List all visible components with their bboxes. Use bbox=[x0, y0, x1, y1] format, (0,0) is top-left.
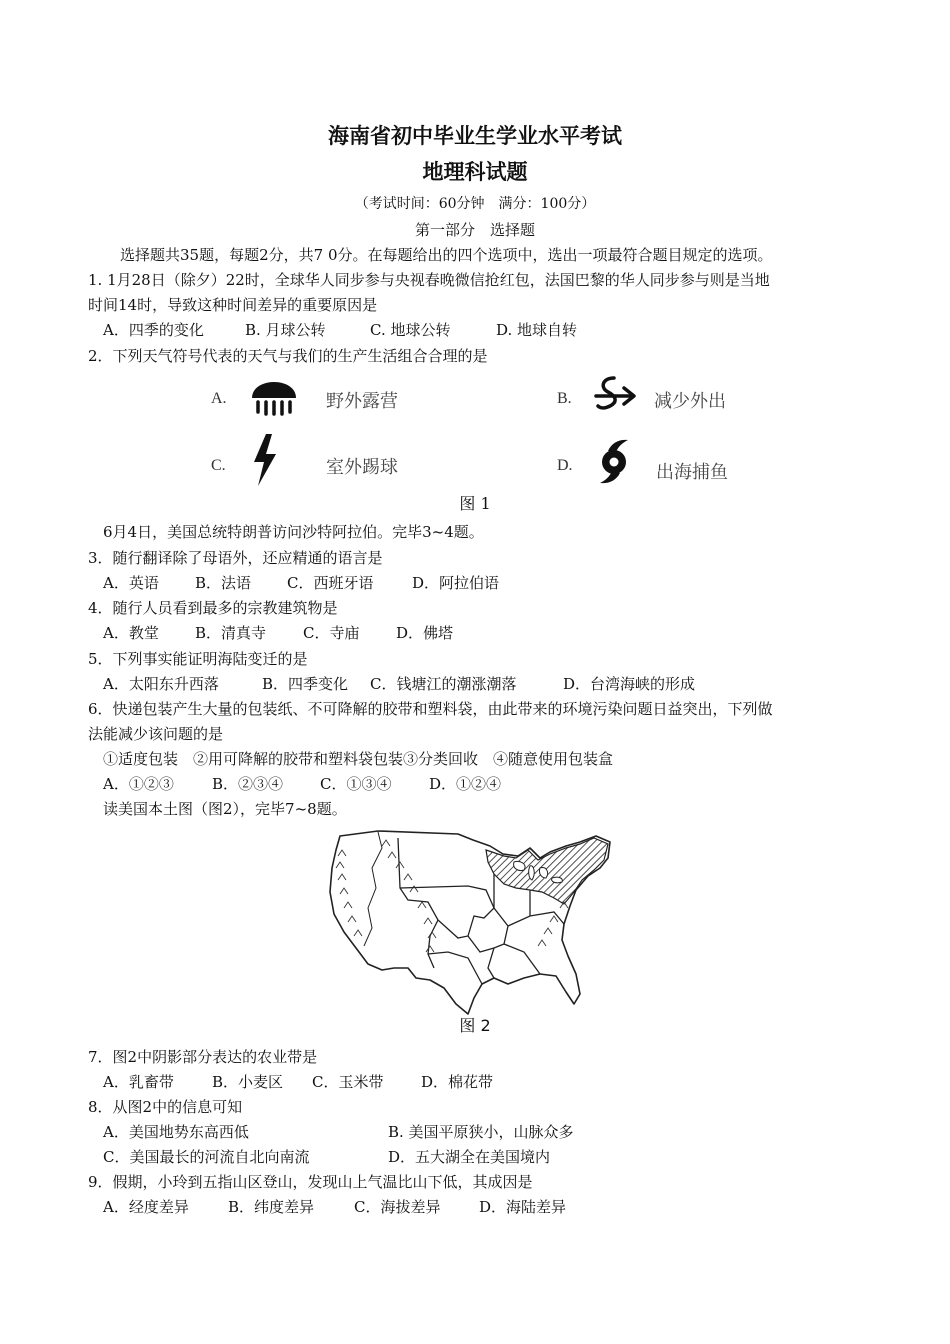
rain-cloud-icon bbox=[248, 376, 300, 418]
q9-option-d: D．海陆差异 bbox=[479, 1198, 567, 1216]
q4-option-d: D．佛塔 bbox=[396, 624, 454, 642]
q6-stem-line1: 6．快递包装产生大量的包装纸、不可降解的胶带和塑料袋，由此带来的环境污染问题日益突出，下列做 bbox=[88, 700, 773, 718]
page-title: 海南省初中毕业生学业水平考试 bbox=[328, 124, 622, 148]
q6-option-b: B．②③④ bbox=[212, 775, 284, 793]
q2-option-a-label: 野外露营 bbox=[326, 391, 398, 412]
exam-info: （考试时间：60分钟 满分：100分） bbox=[354, 196, 596, 212]
q3-stem: 3．随行翻译除了母语外，还应精通的语言是 bbox=[88, 549, 383, 567]
q1-option-a: A．四季的变化 bbox=[103, 321, 204, 339]
q8-option-a: A．美国地势东高西低 bbox=[103, 1123, 249, 1141]
q7-stem: 7．图2中阴影部分表达的农业带是 bbox=[88, 1048, 318, 1066]
q7-option-b: B．小麦区 bbox=[212, 1073, 284, 1091]
intro-7-8: 读美国本土图（图2），完毕7~8题。 bbox=[103, 800, 347, 818]
q5-option-b: B．四季变化 bbox=[262, 675, 349, 693]
us-map bbox=[318, 828, 618, 1018]
q6-option-c: C．①③④ bbox=[320, 775, 392, 793]
q3-option-b: B．法语 bbox=[195, 574, 252, 592]
q9-option-a: A．经度差异 bbox=[103, 1198, 189, 1216]
q3-option-c: C．西班牙语 bbox=[287, 574, 374, 592]
q8-option-c: C．美国最长的河流自北向南流 bbox=[103, 1148, 310, 1166]
q4-stem: 4．随行人员看到最多的宗教建筑物是 bbox=[88, 599, 338, 617]
q1-stem-line1: 1. 1月28日（除夕）22时，全球华人同步参与央视春晚微信抢红包，法国巴黎的华人同步参与则是当地 bbox=[88, 271, 770, 289]
part-heading: 第一部分 选择题 bbox=[414, 221, 535, 239]
q7-option-a: A．乳畜带 bbox=[103, 1073, 174, 1091]
figure-2-caption: 图 2 bbox=[459, 1016, 491, 1035]
q2-stem: 2．下列天气符号代表的天气与我们的生产生活组合合理的是 bbox=[88, 347, 488, 365]
q8-option-b: B. 美国平原狭小，山脉众多 bbox=[388, 1123, 574, 1141]
q3-option-d: D．阿拉伯语 bbox=[412, 574, 500, 592]
q1-option-b: B. 月球公转 bbox=[245, 321, 326, 339]
q6-option-d: D．①②④ bbox=[429, 775, 502, 793]
sandstorm-icon bbox=[592, 374, 640, 418]
q2-option-d-label: 出海捕鱼 bbox=[656, 462, 728, 483]
q2-option-c-letter: C. bbox=[211, 457, 226, 474]
q6-items: ①适度包装 ②用可降解的胶带和塑料袋包装③分类回收 ④随意使用包装盒 bbox=[103, 750, 614, 768]
q2-option-d-letter: D. bbox=[557, 457, 573, 474]
q6-option-a: A．①②③ bbox=[103, 775, 174, 793]
q4-option-a: A．教堂 bbox=[103, 624, 159, 642]
q9-option-c: C．海拔差异 bbox=[354, 1198, 441, 1216]
q9-option-b: B．纬度差异 bbox=[228, 1198, 315, 1216]
q5-stem: 5．下列事实能证明海陆变迁的是 bbox=[88, 650, 308, 668]
page-subtitle: 地理科试题 bbox=[422, 160, 528, 184]
q3-option-a: A．英语 bbox=[103, 574, 159, 592]
q2-option-a-letter: A. bbox=[211, 390, 227, 407]
q6-stem-line2: 法能减少该问题的是 bbox=[88, 725, 224, 743]
q5-option-d: D．台湾海峡的形成 bbox=[563, 675, 696, 693]
q8-option-d: D．五大湖全在美国境内 bbox=[388, 1148, 551, 1166]
q1-option-d: D. 地球自转 bbox=[496, 321, 578, 339]
figure-1-caption: 图 1 bbox=[459, 494, 491, 513]
q5-option-c: C．钱塘江的潮涨潮落 bbox=[370, 675, 517, 693]
q4-option-b: B．清真寺 bbox=[195, 624, 267, 642]
q1-stem-line2: 时间14时，导致这种时间差异的重要原因是 bbox=[88, 296, 378, 314]
typhoon-icon bbox=[594, 436, 634, 486]
q9-stem: 9．假期，小玲到五指山区登山，发现山上气温比山下低，其成因是 bbox=[88, 1173, 533, 1191]
instructions: 选择题共35题，每题2分，共7 0分。在每题给出的四个选项中，选出一项最符合题目规定的选项。 bbox=[120, 246, 773, 264]
lightning-icon bbox=[248, 432, 282, 488]
q1-option-c: C. 地球公转 bbox=[370, 321, 451, 339]
q4-option-c: C．寺庙 bbox=[303, 624, 360, 642]
q7-option-c: C．玉米带 bbox=[312, 1073, 384, 1091]
intro-3-4: 6月4日，美国总统特朗普访问沙特阿拉伯。完毕3~4题。 bbox=[103, 523, 484, 541]
q2-option-b-letter: B. bbox=[557, 390, 572, 407]
q2-option-c-label: 室外踢球 bbox=[326, 457, 398, 478]
q2-option-b-label: 减少外出 bbox=[654, 391, 726, 412]
q7-option-d: D．棉花带 bbox=[421, 1073, 494, 1091]
q5-option-a: A．太阳东升西落 bbox=[103, 675, 219, 693]
q8-stem: 8．从图2中的信息可知 bbox=[88, 1098, 243, 1116]
